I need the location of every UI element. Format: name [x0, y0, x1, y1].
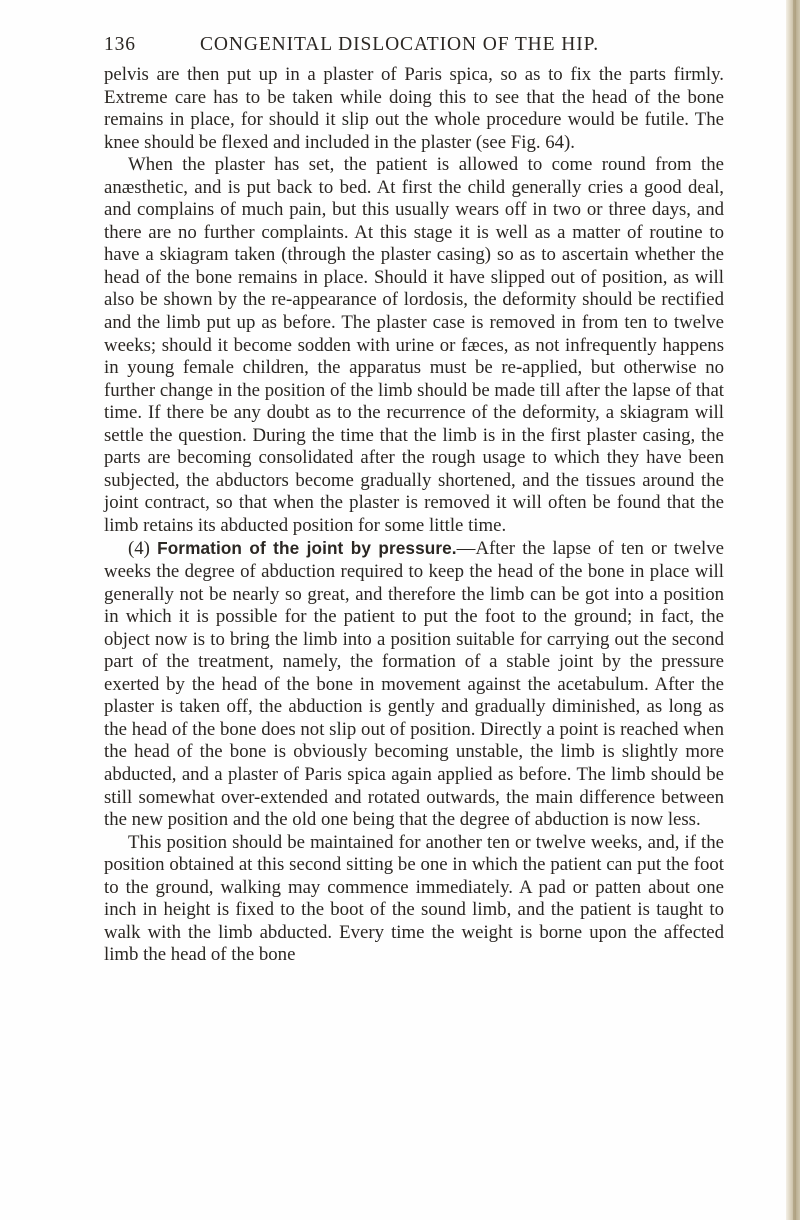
paragraph-1: pelvis are then put up in a plaster of Paris spica, so as to fix the parts firmly. Extreme care has to be taken while doing this to see that the head of the bone remains in place, for should it slip out the whole procedure would be futile. The knee should be flexed and included in the plaster (see Fig. 64). [104, 64, 724, 153]
paragraph-2: When the plaster has set, the patient is allowed to come round from the anæsthetic, and is put back to bed. At first the child generally cries a good deal, and complains of much pain, but this usually wears off in two or three days, and there are no further complaints. At this stage it is well as a matter of routine to have a skiagram taken (through the plaster casing) so as to ascertain whether the head of the bone remains in place. Should it have slipped out of position, as will also be shown by the re-appearance of lordosis, the deformity should be rectified and the limb put up as before. The plaster case is removed in from ten to twelve weeks; should it become sodden with urine or fæces, as not infrequently happens in young female children, the apparatus must be re-applied, but otherwise no further change in the position of the limb should be made till after the lapse of that time. If there be any doubt as to the recurrence of the deformity, a skiagram will settle the question. During the time that the limb is in the first plaster casing, the parts are becoming consolidated after the rough usage to which they have been subjected, the abductors become gradually shortened, and the tissues around the joint contract, so that when the plaster is removed it will often be found that the limb retains its abducted position for some little time. [104, 154, 724, 536]
section-number: (4) [128, 538, 150, 560]
body-text [104, 64, 724, 967]
section-heading: Formation of the joint by pressure. [157, 538, 457, 559]
page-number: 136 [104, 34, 136, 55]
page-edge-line [793, 0, 796, 1220]
paragraph-4: This position should be maintained for another ten or twelve weeks, and, if the position obtained at this second sitting be one in which the patient can put the foot to the ground, walking may commence immediately. A pad or patten about one inch in height is fixed to the boot of the sound limb, and the patient is taught to walk with the limb abducted. Every time the weight is borne upon the affected limb the head of the bone [104, 831, 724, 966]
paragraph-3-text: —After the lapse of ten or twelve weeks the degree of abduction required to keep the head of the bone in place will generally not be nearly so great, and therefore the limb can be got into a position in which it is possible for the patient to put the foot to the ground; in fact, the object now is to bring the limb into a position suitable for carrying out the second part of the treatment, namely, the formation of a stable joint by the pressure exerted by the head of the bone in movement against the acetabulum. After the plaster is taken off, the abduction is gently and gradually diminished, as long as the head of the bone does not slip out of position. Directly a point is reached when the head of the bone is obviously becoming unstable, the limb is slightly more abducted, and a plaster of Paris spica again applied as before. The limb should be still somewhat over-extended and rotated outwards, the main difference between the new position and the old one being that the degree of abduction is now less. [104, 538, 724, 831]
paragraph-3 [104, 537, 724, 831]
running-head: CONGENITAL DISLOCATION OF THE HIP. [200, 34, 599, 55]
page-header [104, 34, 724, 64]
